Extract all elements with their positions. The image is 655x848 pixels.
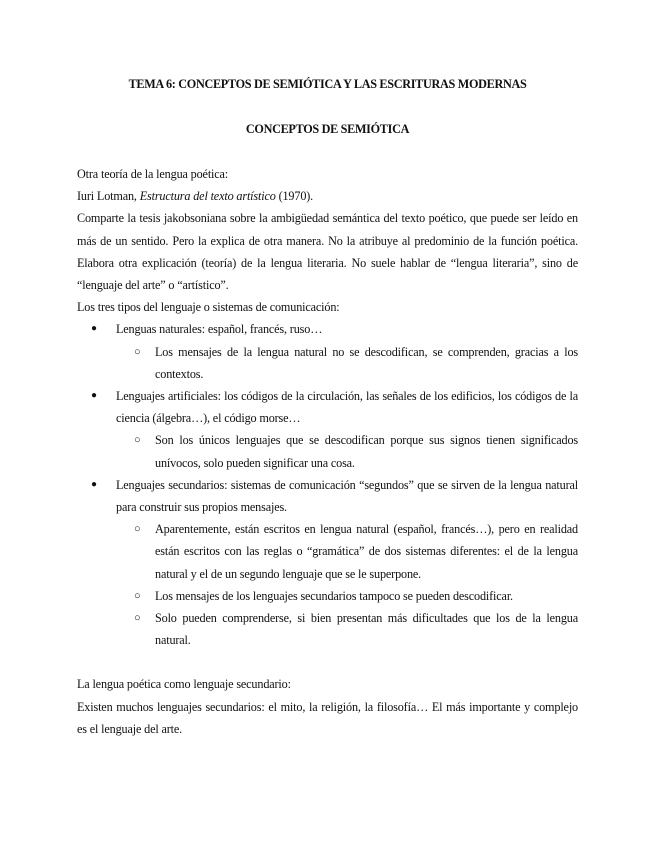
paragraph-spacer: [77, 651, 578, 673]
circle-marker: ○: [134, 434, 141, 447]
intro-paragraph: Comparte la tesis jakobsoniana sobre la ambigüedad semántica del texto poético, que puede ser leído en más de un sentido. Pero la explica de otra manera. No la atribuye al predominio de la función poética. Elabora otra explicación (teoría) de la lengua literaria. No suele hablar de “lengua literaria”, sino de “lenguaje del arte” o “artístico”.: [77, 211, 578, 293]
list-item-text: Lenguajes secundarios: sistemas de comunicación “segundos” que se sirven de la lengua natural para construir sus propios mensajes.: [116, 477, 578, 515]
closing-heading: La lengua poética como lenguaje secundario:: [77, 677, 291, 692]
sub-list-item: [77, 341, 578, 385]
reference-year: (1970).: [275, 189, 314, 204]
list-item-text: Lenguajes artificiales: los códigos de la circulación, las señales de los edificios, los códigos de la ciencia (álgebra…), el código morse…: [116, 389, 578, 426]
list-item: [77, 474, 578, 518]
circle-marker: ○: [134, 523, 141, 536]
circle-marker: ○: [134, 589, 141, 602]
sub-list-item-text: Los mensajes de los lenguajes secundarios tampoco se pueden descodificar.: [155, 588, 513, 603]
document-body: [77, 163, 578, 740]
sub-list-item-text: Son los únicos lenguajes que se descodifican porque sus signos tienen significados unívocos, solo pueden significar una cosa.: [155, 433, 578, 470]
circle-marker: ○: [134, 345, 141, 358]
reference-book-title: Estructura del texto artístico: [139, 189, 276, 204]
sub-list-item: [77, 585, 578, 607]
sub-list-item-text: Aparentemente, están escritos en lengua natural (español, francés…), pero en realidad están escritos con las reglas o “gramática” de dos sistemas diferentes: el de la lengua natural y el de un segundo lenguaje que se le superpone.: [155, 522, 578, 581]
list-item-text: Lenguas naturales: español, francés, ruso…: [116, 322, 323, 337]
bullet-marker: ●: [91, 390, 97, 402]
sub-list-item: [77, 607, 578, 651]
sub-list-item-text: Los mensajes de la lengua natural no se descodifican, se comprenden, gracias a los contextos.: [155, 344, 578, 381]
sub-list-item: [77, 518, 578, 585]
bullet-marker: ●: [91, 323, 97, 335]
reference-line: [77, 185, 578, 207]
types-intro: Los tres tipos del lenguaje o sistemas de comunicación:: [77, 300, 340, 315]
circle-marker: ○: [134, 612, 141, 625]
reference-author: Iuri Lotman,: [77, 189, 140, 204]
closing-paragraph: Existen muchos lenguajes secundarios: el mito, la religión, la filosofía… El más importante y complejo es el lenguaje del arte.: [77, 699, 578, 736]
intro-line: Otra teoría de la lengua poética:: [77, 167, 229, 181]
list-item: [77, 318, 578, 340]
document-title: TEMA 6: CONCEPTOS DE SEMIÓTICA Y LAS ESCRITURAS MODERNAS: [128, 77, 527, 91]
list-item: [77, 385, 578, 429]
section-title: CONCEPTOS DE SEMIÓTICA: [245, 122, 410, 136]
sub-list-item-text: Solo pueden comprenderse, si bien presentan más dificultades que los de la lengua natural.: [155, 611, 578, 648]
sub-list-item: [77, 429, 578, 473]
bullet-marker: ●: [91, 478, 97, 490]
